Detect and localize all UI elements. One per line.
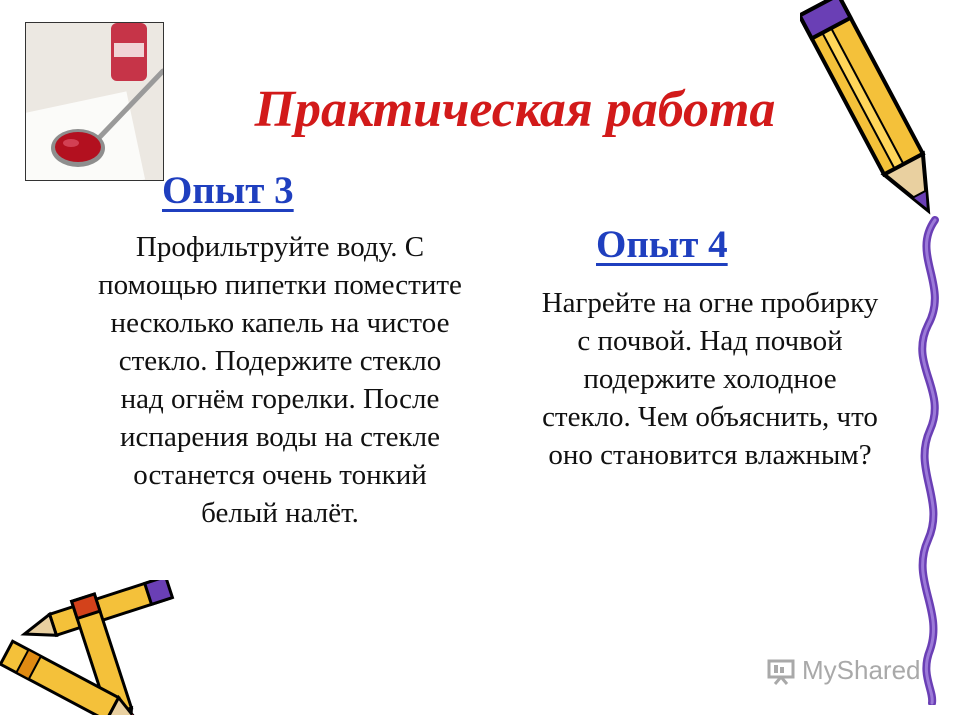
experiment-3-text: Профильтруйте воду. С помощью пипетки поместите несколько капель на чистое стекло. Подержите стекло над огнём горелки. После испарения воды на стекле останется очень тонкий белый налёт. <box>98 231 462 529</box>
watermark-text: MyShared <box>802 655 921 685</box>
experiment-4-heading: Опыт 4 <box>596 223 728 266</box>
watermark <box>766 655 921 686</box>
experiment-3-heading: Опыт 3 <box>162 169 294 212</box>
experiment-4-text: Нагрейте на огне пробирку с почвой. Над почвой подержите холодное стекло. Чем объяснить, что оно становится влажным? <box>541 287 879 471</box>
page-title: Практическая работа <box>254 81 776 138</box>
pencil-icon <box>800 0 960 240</box>
presentation-icon <box>766 656 796 686</box>
wavy-line-decoration <box>900 215 960 705</box>
crossed-pencils-icon <box>0 580 200 715</box>
